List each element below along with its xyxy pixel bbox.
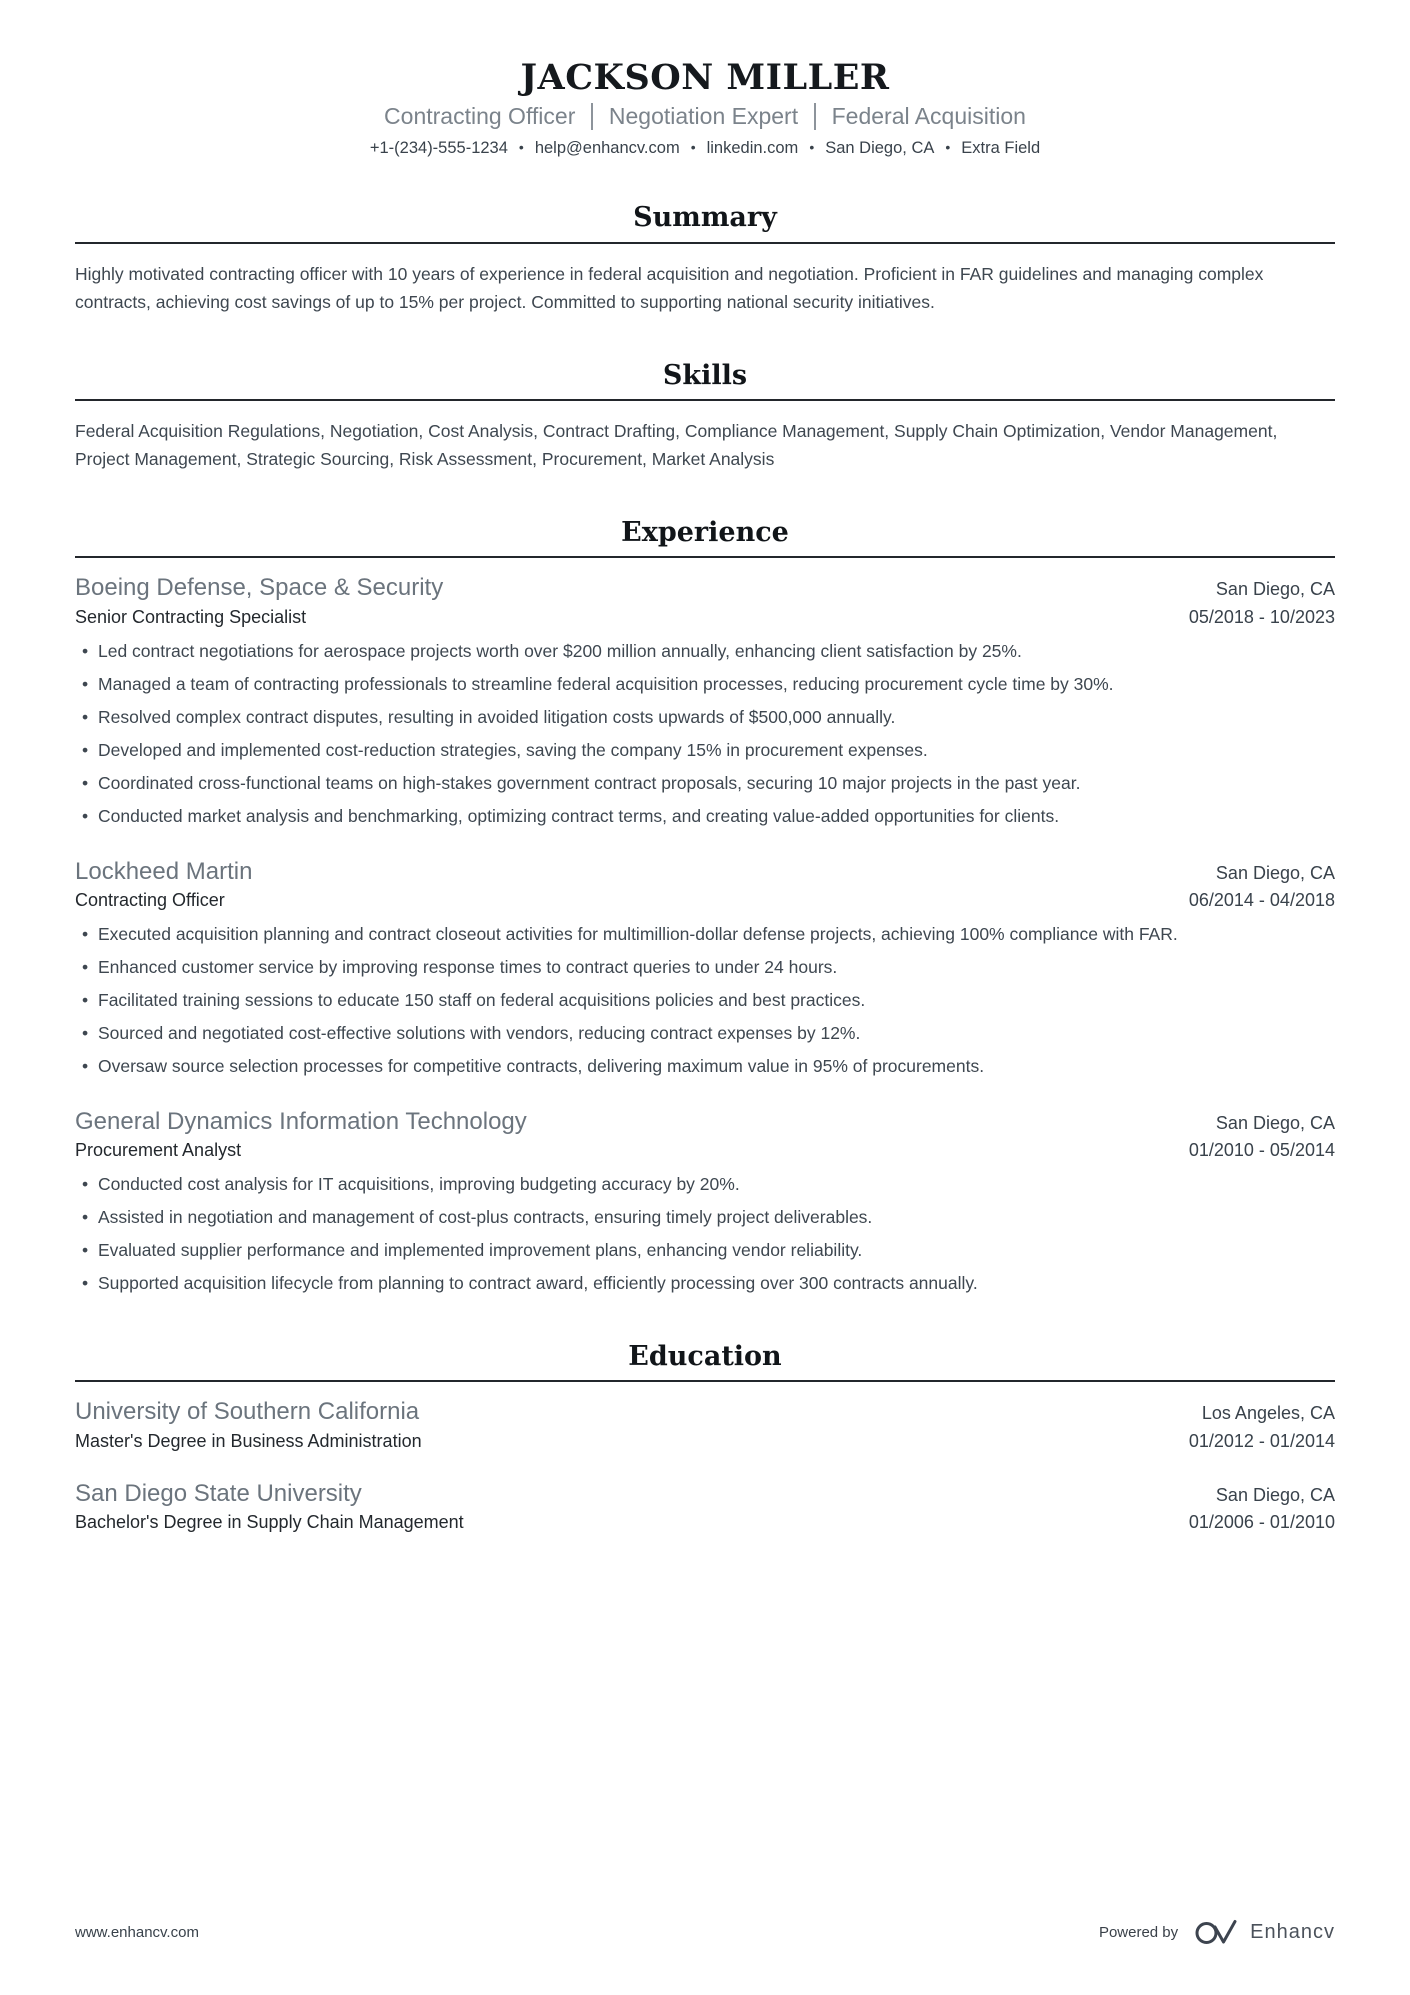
job-bullet: • Executed acquisition planning and contract closeout activities for multimillion-dollar defense projects, achieving 100% compliance with FAR. [75,920,1335,948]
job-bullet-list [75,920,1335,1080]
powered-by-label: Powered by [1098,1923,1179,1941]
summary-heading: Summary [633,202,777,234]
experience-entry [75,1106,1335,1297]
education-entry [75,1478,1335,1533]
dot-separator [519,139,524,158]
school-location: Los Angeles, CA [1201,1403,1335,1424]
section-divider [75,399,1335,401]
candidate-name: JACKSON MILLER [520,57,890,98]
divider [814,103,816,130]
skills-text: Federal Acquisition Regulations, Negotiation, Cost Analysis, Contract Drafting, Compliance Management, Supply Chain Optimization, Vendor Management, Project Management, Strategic Sourcing, Risk Assessment, Procurement, Market Analysis [75,421,1278,470]
company-name: General Dynamics Information Technology [75,1107,527,1135]
education-entry [75,1396,1335,1451]
job-bullet: • Resolved complex contract disputes, resulting in avoided litigation costs upwards of $500,000 annually. [75,703,1335,731]
school-name: University of Southern California [75,1398,420,1426]
job-location: San Diego, CA [1215,579,1335,600]
job-bullet: • Oversaw source selection processes for competitive contracts, delivering maximum value in 95% of procurements. [75,1052,1335,1080]
job-location: San Diego, CA [1215,862,1335,883]
contact-line [75,139,1335,158]
resume-header [75,58,1335,158]
divider [591,103,593,130]
job-bullet: • Assisted in negotiation and management of cost-plus contracts, ensuring timely project deliverables. [75,1203,1335,1231]
powered-by-block [1099,1917,1335,1947]
email-link[interactable]: help@enhancv.com [534,139,680,158]
job-location: San Diego, CA [1215,1112,1335,1133]
company-name: Boeing Defense, Space & Security [75,574,444,602]
section-divider [75,556,1335,558]
website-link[interactable]: www.enhancv.com [75,1923,199,1941]
education-section [75,1341,1335,1533]
job-dates: 05/2018 - 10/2023 [1188,606,1335,627]
experience-section [75,517,1335,1297]
school-dates: 01/2012 - 01/2014 [1188,1430,1335,1451]
skills-section [75,360,1335,473]
enhancv-logo-icon [1194,1917,1240,1947]
experience-entry [75,856,1335,1080]
job-bullet: • Evaluated supplier performance and implemented improvement plans, enhancing vendor reliability. [75,1236,1335,1264]
summary-text: Highly motivated contracting officer with 10 years of experience in federal acquisition and negotiation. Proficient in FAR guidelines and managing complex contracts, achieving cost savings of up to 15% per project. Committed to supporting national security initiatives. [75,263,1264,312]
summary-section [75,202,1335,315]
company-name: Lockheed Martin [75,857,253,885]
job-bullet: • Developed and implemented cost-reduction strategies, saving the company 15% in procurement expenses. [75,736,1335,764]
job-bullet-list [75,637,1335,830]
job-dates: 01/2010 - 05/2014 [1188,1139,1335,1160]
job-bullet: • Facilitated training sessions to educate 150 staff on federal acquisitions policies and best practices. [75,986,1335,1014]
school-name: San Diego State University [75,1479,362,1507]
job-bullet: • Led contract negotiations for aerospace projects worth over $200 million annually, enhancing client satisfaction by 25%. [75,637,1335,665]
degree-name: Master's Degree in Business Administration [75,1430,422,1451]
job-bullet: • Conducted market analysis and benchmarking, optimizing contract terms, and creating value-added opportunities for clients. [75,802,1335,830]
education-heading: Education [628,1340,782,1372]
job-bullet: • Sourced and negotiated cost-effective solutions with vendors, reducing contract expenses by 12%. [75,1019,1335,1047]
section-divider [75,242,1335,244]
headline-role-1: Contracting Officer [384,103,576,130]
experience-heading: Experience [621,517,789,549]
school-dates: 01/2006 - 01/2010 [1188,1511,1335,1532]
job-dates: 06/2014 - 04/2018 [1188,889,1335,910]
linkedin-link[interactable]: linkedin.com [706,139,799,158]
job-bullet: • Enhanced customer service by improving response times to contract queries to under 24 hours. [75,953,1335,981]
job-bullet: • Coordinated cross-functional teams on high-stakes government contract proposals, securing 10 major projects in the past year. [75,769,1335,797]
dot-separator [691,139,696,158]
school-location: San Diego, CA [1215,1484,1335,1505]
job-title: Procurement Analyst [75,1139,242,1160]
section-divider [75,1380,1335,1382]
brand-name: Enhancv [1250,1920,1335,1943]
location-text: San Diego, CA [825,139,935,158]
dot-separator [809,139,814,158]
headline-role-3: Federal Acquisition [831,103,1026,130]
phone-number: +1-(234)-555-1234 [369,139,508,158]
extra-field-text: Extra Field [961,139,1041,158]
dot-separator [945,139,950,158]
job-bullet: • Supported acquisition lifecycle from planning to contract award, efficiently processing over 300 contracts annually. [75,1269,1335,1297]
degree-name: Bachelor's Degree in Supply Chain Management [75,1511,464,1532]
page-footer [75,1917,1335,1947]
job-title: Contracting Officer [75,889,225,910]
job-title: Senior Contracting Specialist [75,606,307,627]
experience-entry [75,572,1335,829]
job-bullet: • Managed a team of contracting professionals to streamline federal acquisition processes, reducing procurement cycle time by 30%. [75,670,1335,698]
headline [75,103,1335,130]
headline-role-2: Negotiation Expert [608,103,799,130]
job-bullet: • Conducted cost analysis for IT acquisitions, improving budgeting accuracy by 20%. [75,1170,1335,1198]
job-bullet-list [75,1170,1335,1297]
skills-heading: Skills [662,359,748,391]
